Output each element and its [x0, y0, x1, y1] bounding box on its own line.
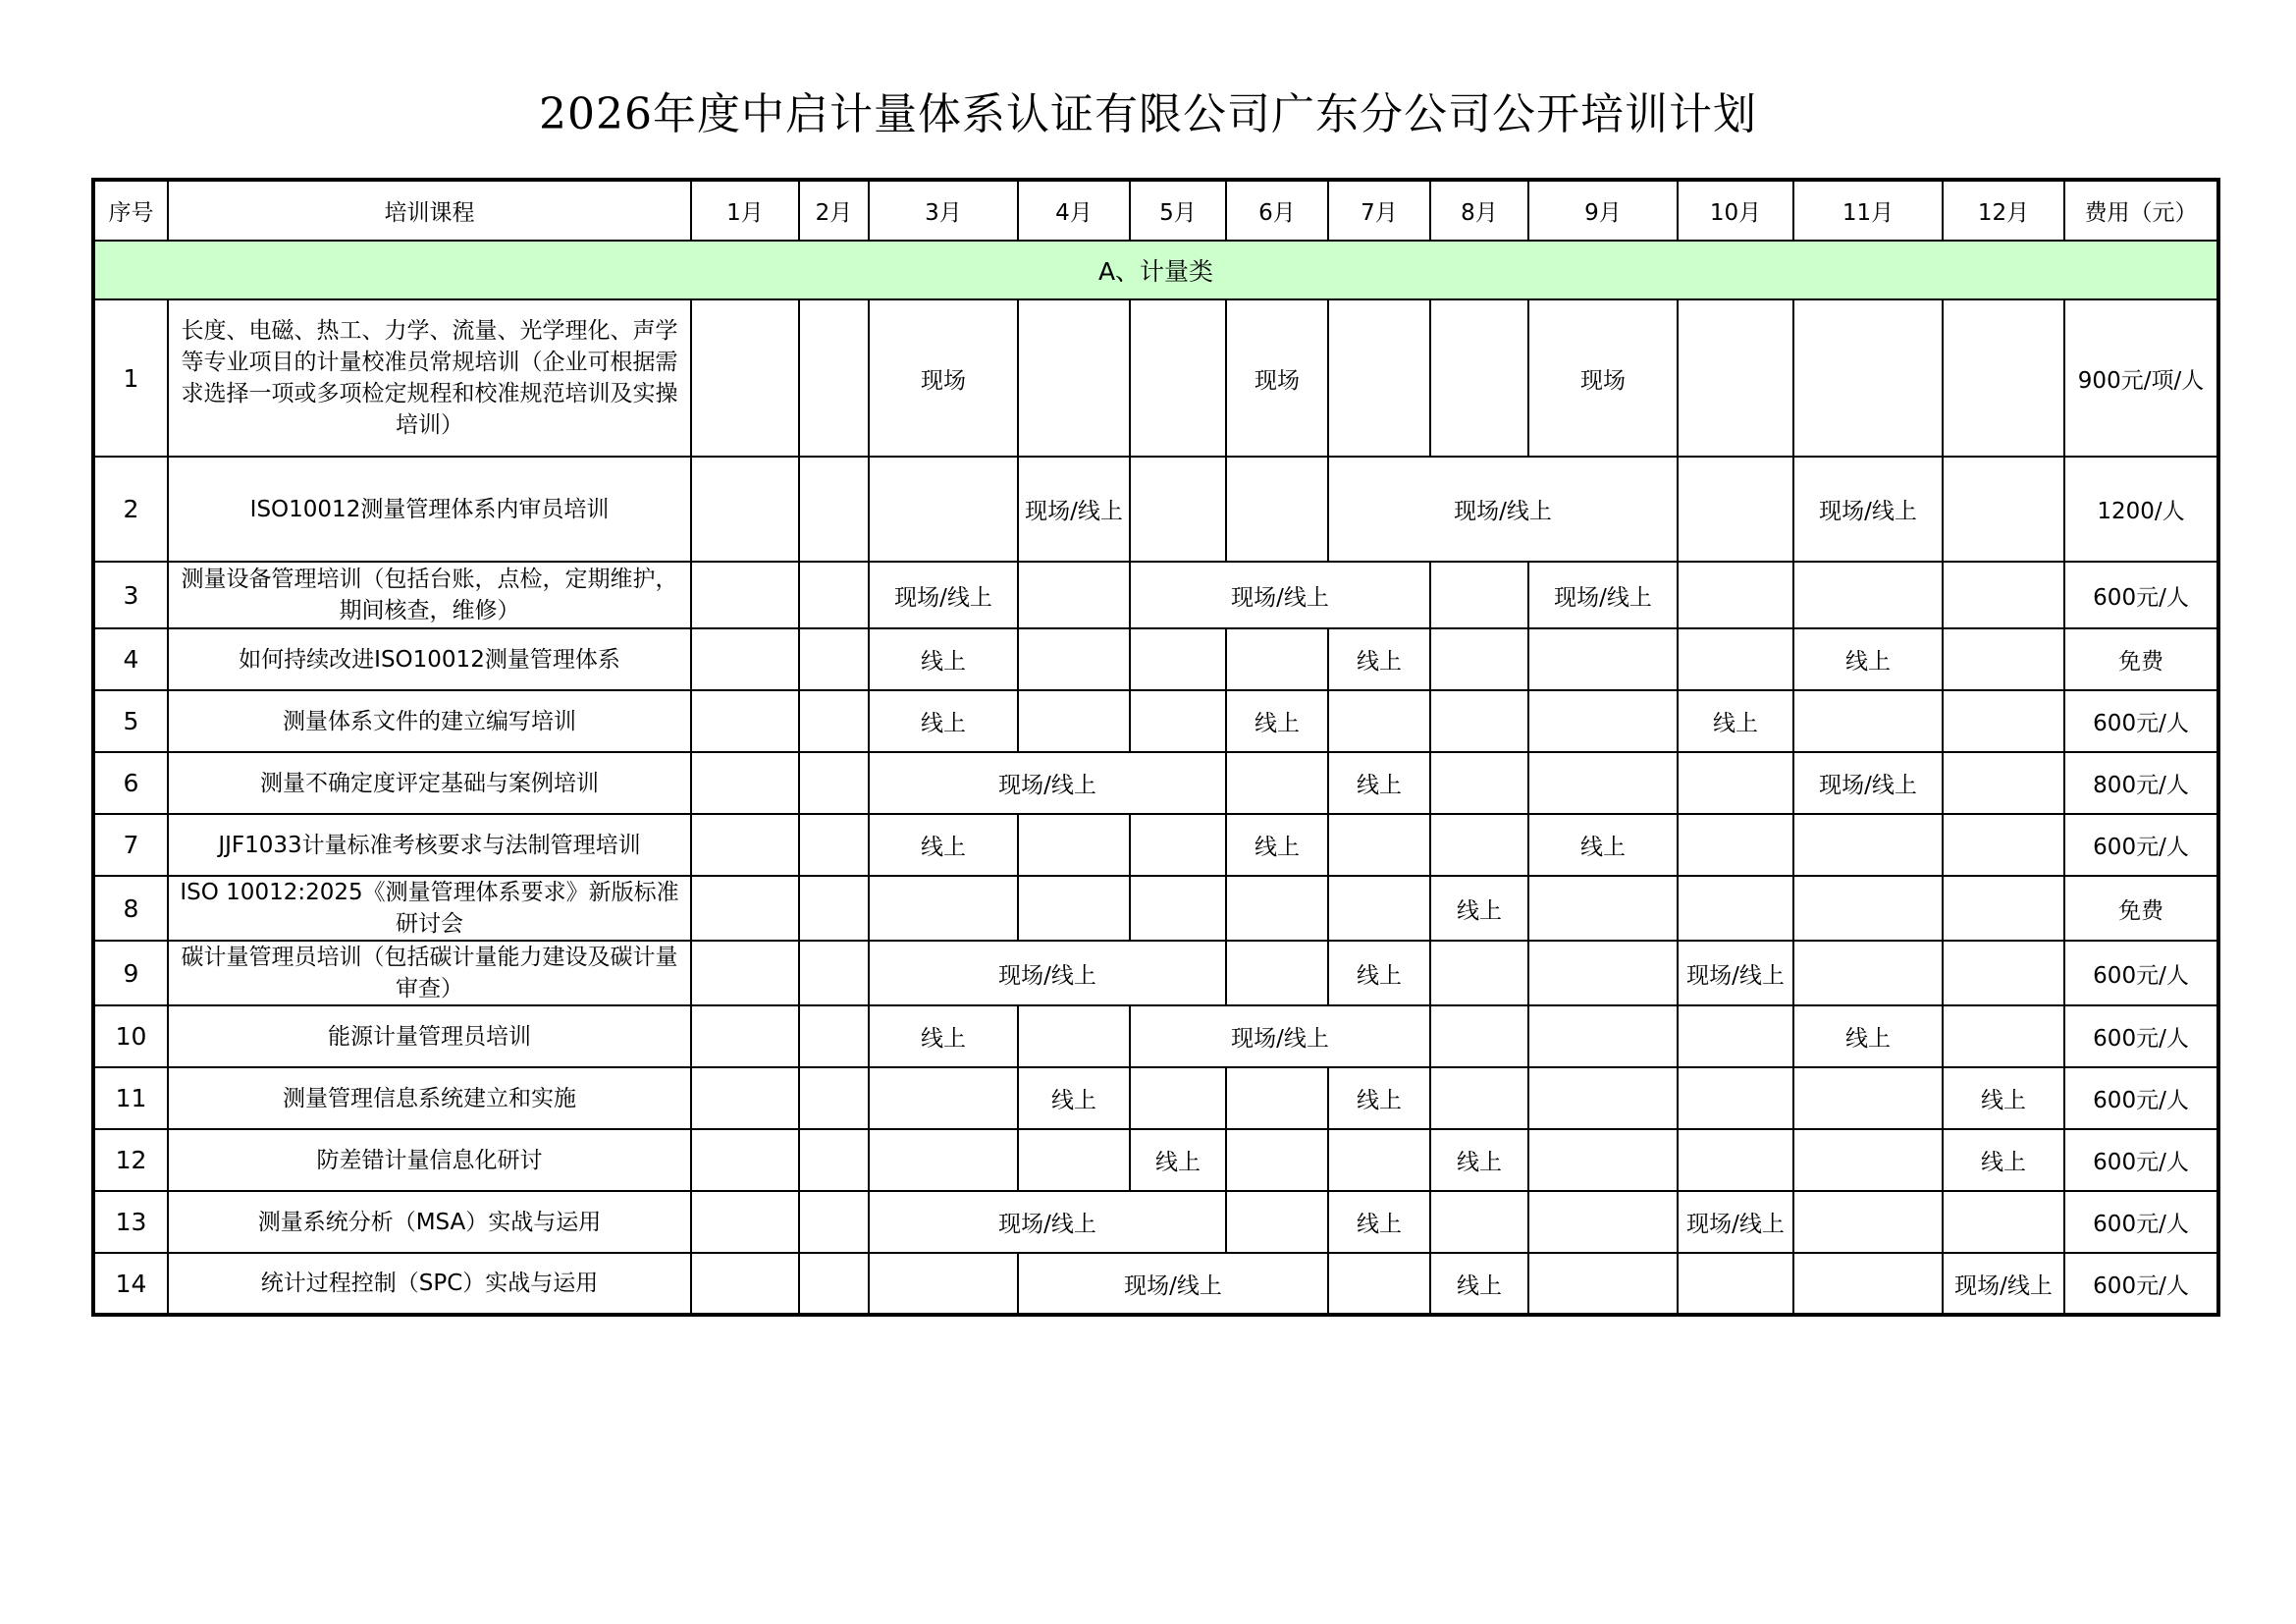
course-name: 测量不确定度评定基础与案例培训	[168, 752, 691, 814]
row-number: 14	[93, 1253, 168, 1315]
fee-cell: 600元/人	[2064, 1067, 2218, 1129]
month-cell	[799, 1067, 869, 1129]
schedule-cell: 现场/线上	[1130, 1005, 1430, 1067]
schedule-cell: 线上	[1528, 814, 1678, 876]
month-cell	[1430, 562, 1528, 628]
table-row	[93, 876, 2218, 941]
course-name: ISO 10012:2025《测量管理体系要求》新版标准研讨会	[168, 876, 691, 941]
month-cell	[691, 628, 799, 690]
month-cell	[1226, 628, 1328, 690]
header-course: 培训课程	[168, 180, 691, 241]
schedule-cell: 现场	[869, 299, 1018, 457]
month-cell	[1678, 1067, 1793, 1129]
month-cell	[1226, 457, 1328, 562]
month-cell	[1678, 1253, 1793, 1315]
fee-cell: 1200/人	[2064, 457, 2218, 562]
schedule-cell: 现场/线上	[1130, 562, 1430, 628]
month-cell	[1678, 752, 1793, 814]
month-cell	[1130, 1067, 1226, 1129]
header-month-5: 5月	[1130, 180, 1226, 241]
fee-cell: 600元/人	[2064, 1005, 2218, 1067]
month-cell	[1528, 1005, 1678, 1067]
header-month-1: 1月	[691, 180, 799, 241]
schedule-cell: 现场/线上	[1793, 752, 1943, 814]
month-cell	[1528, 752, 1678, 814]
table-row	[93, 1005, 2218, 1067]
header-row	[93, 180, 2218, 241]
month-cell	[691, 1129, 799, 1191]
month-cell	[799, 690, 869, 752]
month-cell	[1528, 941, 1678, 1005]
month-cell	[691, 876, 799, 941]
month-cell	[1793, 814, 1943, 876]
month-cell	[1793, 690, 1943, 752]
month-cell	[1793, 1129, 1943, 1191]
month-cell	[691, 752, 799, 814]
header-month-12: 12月	[1943, 180, 2064, 241]
schedule-cell: 现场/线上	[1678, 941, 1793, 1005]
month-cell	[1793, 299, 1943, 457]
month-cell	[1018, 562, 1130, 628]
row-number: 9	[93, 941, 168, 1005]
table-row	[93, 299, 2218, 457]
month-cell	[1328, 1129, 1430, 1191]
header-month-7: 7月	[1328, 180, 1430, 241]
month-cell	[1528, 690, 1678, 752]
table-row	[93, 628, 2218, 690]
month-cell	[1226, 1067, 1328, 1129]
schedule-cell: 线上	[1678, 690, 1793, 752]
month-cell	[1678, 1129, 1793, 1191]
row-number: 6	[93, 752, 168, 814]
table-row	[93, 1129, 2218, 1191]
fee-cell: 800元/人	[2064, 752, 2218, 814]
month-cell	[1943, 562, 2064, 628]
header-month-6: 6月	[1226, 180, 1328, 241]
month-cell	[1430, 628, 1528, 690]
month-cell	[1678, 457, 1793, 562]
schedule-cell: 现场/线上	[1328, 457, 1678, 562]
fee-cell: 600元/人	[2064, 1129, 2218, 1191]
month-cell	[1430, 1067, 1528, 1129]
row-number: 11	[93, 1067, 168, 1129]
schedule-cell: 线上	[869, 690, 1018, 752]
header-seq: 序号	[93, 180, 168, 241]
header-month-4: 4月	[1018, 180, 1130, 241]
schedule-cell: 线上	[1943, 1067, 2064, 1129]
table-row	[93, 457, 2218, 562]
month-cell	[1226, 752, 1328, 814]
month-cell	[1018, 876, 1130, 941]
row-number: 1	[93, 299, 168, 457]
month-cell	[1430, 690, 1528, 752]
fee-cell: 免费	[2064, 628, 2218, 690]
month-cell	[691, 1005, 799, 1067]
schedule-cell: 线上	[1430, 1129, 1528, 1191]
course-name: 能源计量管理员培训	[168, 1005, 691, 1067]
schedule-cell: 现场	[1528, 299, 1678, 457]
schedule-cell: 现场/线上	[1793, 457, 1943, 562]
header-month-11: 11月	[1793, 180, 1943, 241]
month-cell	[799, 299, 869, 457]
month-cell	[1328, 814, 1430, 876]
month-cell	[799, 1253, 869, 1315]
month-cell	[1528, 1067, 1678, 1129]
schedule-cell: 线上	[1793, 628, 1943, 690]
month-cell	[1430, 1005, 1528, 1067]
month-cell	[799, 814, 869, 876]
page-title: 2026年度中启计量体系认证有限公司广东分公司公开培训计划	[539, 89, 1757, 139]
schedule-cell: 线上	[1943, 1129, 2064, 1191]
table-row	[93, 1191, 2218, 1253]
schedule-cell: 现场/线上	[1018, 1253, 1328, 1315]
table-row	[93, 562, 2218, 628]
month-cell	[799, 457, 869, 562]
month-cell	[1018, 1005, 1130, 1067]
category-label: A、计量类	[93, 241, 2218, 299]
month-cell	[691, 299, 799, 457]
schedule-cell: 现场/线上	[869, 941, 1226, 1005]
month-cell	[1793, 941, 1943, 1005]
schedule-cell: 线上	[869, 1005, 1018, 1067]
course-name: 测量设备管理培训（包括台账，点检，定期维护，期间核查，维修）	[168, 562, 691, 628]
schedule-cell: 线上	[869, 628, 1018, 690]
month-cell	[1528, 628, 1678, 690]
month-cell	[799, 562, 869, 628]
row-number: 5	[93, 690, 168, 752]
month-cell	[799, 1005, 869, 1067]
month-cell	[1943, 876, 2064, 941]
month-cell	[1328, 1253, 1430, 1315]
month-cell	[1130, 628, 1226, 690]
course-name: 测量管理信息系统建立和实施	[168, 1067, 691, 1129]
month-cell	[1793, 1191, 1943, 1253]
month-cell	[1226, 941, 1328, 1005]
fee-cell: 600元/人	[2064, 941, 2218, 1005]
fee-cell: 免费	[2064, 876, 2218, 941]
month-cell	[1430, 752, 1528, 814]
schedule-cell: 现场/线上	[869, 562, 1018, 628]
month-cell	[691, 1253, 799, 1315]
month-cell	[1943, 1005, 2064, 1067]
month-cell	[1018, 814, 1130, 876]
month-cell	[1793, 1067, 1943, 1129]
header-fee: 费用（元）	[2064, 180, 2218, 241]
course-name: 测量体系文件的建立编写培训	[168, 690, 691, 752]
month-cell	[691, 941, 799, 1005]
schedule-cell: 线上	[1328, 1067, 1430, 1129]
month-cell	[691, 690, 799, 752]
month-cell	[1328, 299, 1430, 457]
month-cell	[1943, 457, 2064, 562]
month-cell	[1528, 1191, 1678, 1253]
training-plan-table	[91, 178, 2220, 1317]
course-name: 防差错计量信息化研讨	[168, 1129, 691, 1191]
table-row	[93, 1067, 2218, 1129]
schedule-cell: 线上	[869, 814, 1018, 876]
schedule-cell: 现场	[1226, 299, 1328, 457]
fee-cell: 600元/人	[2064, 690, 2218, 752]
table-row	[93, 752, 2218, 814]
table-row	[93, 814, 2218, 876]
row-number: 12	[93, 1129, 168, 1191]
row-number: 7	[93, 814, 168, 876]
row-number: 13	[93, 1191, 168, 1253]
month-cell	[799, 1129, 869, 1191]
month-cell	[799, 752, 869, 814]
table-row	[93, 941, 2218, 1005]
month-cell	[799, 876, 869, 941]
month-cell	[1130, 876, 1226, 941]
header-month-3: 3月	[869, 180, 1018, 241]
month-cell	[691, 1191, 799, 1253]
row-number: 2	[93, 457, 168, 562]
row-number: 3	[93, 562, 168, 628]
schedule-cell: 线上	[1328, 1191, 1430, 1253]
schedule-cell: 现场/线上	[869, 752, 1226, 814]
schedule-cell: 线上	[1226, 814, 1328, 876]
header-month-2: 2月	[799, 180, 869, 241]
table-row	[93, 690, 2218, 752]
month-cell	[1430, 941, 1528, 1005]
course-name: 碳计量管理员培训（包括碳计量能力建设及碳计量审查）	[168, 941, 691, 1005]
schedule-cell: 线上	[1793, 1005, 1943, 1067]
row-number: 4	[93, 628, 168, 690]
row-number: 10	[93, 1005, 168, 1067]
month-cell	[1678, 299, 1793, 457]
schedule-cell: 线上	[1430, 876, 1528, 941]
fee-cell: 600元/人	[2064, 1253, 2218, 1315]
month-cell	[1793, 562, 1943, 628]
row-number: 8	[93, 876, 168, 941]
fee-cell: 600元/人	[2064, 562, 2218, 628]
month-cell	[1943, 941, 2064, 1005]
fee-cell: 600元/人	[2064, 814, 2218, 876]
month-cell	[1943, 299, 2064, 457]
fee-cell: 900元/项/人	[2064, 299, 2218, 457]
month-cell	[1943, 628, 2064, 690]
month-cell	[869, 1129, 1018, 1191]
month-cell	[1018, 1129, 1130, 1191]
header-month-9: 9月	[1528, 180, 1678, 241]
month-cell	[869, 1253, 1018, 1315]
month-cell	[691, 814, 799, 876]
month-cell	[1226, 876, 1328, 941]
course-name: ISO10012测量管理体系内审员培训	[168, 457, 691, 562]
month-cell	[1328, 876, 1430, 941]
schedule-cell: 现场/线上	[1018, 457, 1130, 562]
month-cell	[1678, 562, 1793, 628]
schedule-cell: 线上	[1226, 690, 1328, 752]
schedule-cell: 线上	[1328, 752, 1430, 814]
month-cell	[1018, 299, 1130, 457]
category-row	[93, 241, 2218, 299]
schedule-cell: 线上	[1328, 628, 1430, 690]
month-cell	[1528, 1253, 1678, 1315]
month-cell	[1943, 752, 2064, 814]
month-cell	[1943, 1191, 2064, 1253]
month-cell	[691, 562, 799, 628]
course-name: 测量系统分析（MSA）实战与运用	[168, 1191, 691, 1253]
header-month-10: 10月	[1678, 180, 1793, 241]
schedule-cell: 线上	[1328, 941, 1430, 1005]
month-cell	[1678, 1005, 1793, 1067]
month-cell	[799, 628, 869, 690]
schedule-cell: 现场/线上	[1528, 562, 1678, 628]
month-cell	[1130, 457, 1226, 562]
course-name: 长度、电磁、热工、力学、流量、光学理化、声学等专业项目的计量校准员常规培训（企业可根据需求选择一项或多项检定规程和校准规范培训及实操培训）	[168, 299, 691, 457]
course-name: JJF1033计量标准考核要求与法制管理培训	[168, 814, 691, 876]
month-cell	[1528, 876, 1678, 941]
month-cell	[1226, 1191, 1328, 1253]
month-cell	[1018, 628, 1130, 690]
course-name: 如何持续改进ISO10012测量管理体系	[168, 628, 691, 690]
month-cell	[1678, 628, 1793, 690]
month-cell	[1528, 1129, 1678, 1191]
schedule-cell: 现场/线上	[1943, 1253, 2064, 1315]
schedule-cell: 现场/线上	[1678, 1191, 1793, 1253]
fee-cell: 600元/人	[2064, 1191, 2218, 1253]
schedule-cell: 线上	[1130, 1129, 1226, 1191]
month-cell	[799, 1191, 869, 1253]
course-name: 统计过程控制（SPC）实战与运用	[168, 1253, 691, 1315]
month-cell	[1678, 876, 1793, 941]
month-cell	[869, 457, 1018, 562]
month-cell	[1130, 299, 1226, 457]
table-row	[93, 1253, 2218, 1315]
month-cell	[1943, 814, 2064, 876]
schedule-cell: 线上	[1430, 1253, 1528, 1315]
month-cell	[1430, 299, 1528, 457]
month-cell	[1226, 1129, 1328, 1191]
month-cell	[1943, 690, 2064, 752]
schedule-cell: 现场/线上	[869, 1191, 1226, 1253]
month-cell	[691, 457, 799, 562]
schedule-cell: 线上	[1018, 1067, 1130, 1129]
month-cell	[1018, 690, 1130, 752]
month-cell	[1130, 814, 1226, 876]
month-cell	[1793, 876, 1943, 941]
header-month-8: 8月	[1430, 180, 1528, 241]
month-cell	[1328, 690, 1430, 752]
month-cell	[1793, 1253, 1943, 1315]
month-cell	[1430, 814, 1528, 876]
month-cell	[799, 941, 869, 1005]
month-cell	[869, 876, 1018, 941]
month-cell	[1430, 1191, 1528, 1253]
month-cell	[1678, 814, 1793, 876]
month-cell	[869, 1067, 1018, 1129]
month-cell	[1130, 690, 1226, 752]
month-cell	[691, 1067, 799, 1129]
